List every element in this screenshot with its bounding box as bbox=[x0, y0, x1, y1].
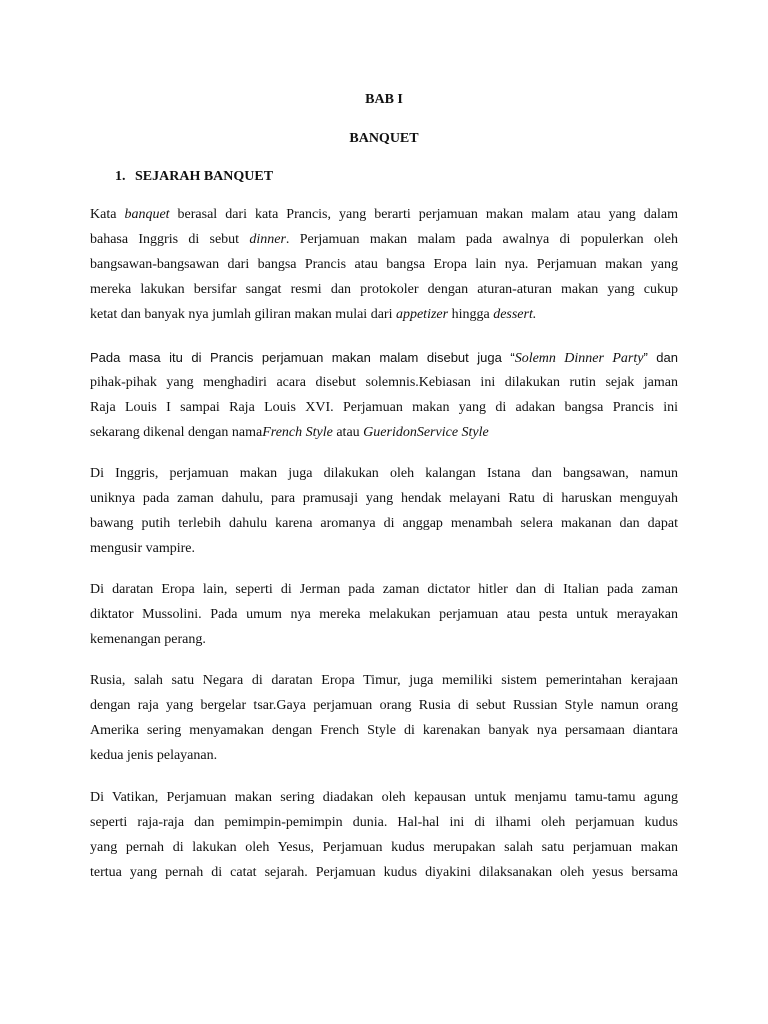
italic-term: GueridonService Style bbox=[363, 425, 489, 440]
italic-term: appetizer bbox=[395, 307, 449, 322]
paragraph-line: tertua yang pernah di catat sejarah. Perjamuan kudus diyakini dilaksanakan oleh yesus bersama bbox=[90, 865, 678, 880]
section-number: 1. bbox=[115, 169, 126, 184]
italic-term: French Style bbox=[262, 425, 333, 440]
paragraph-line: Raja Louis I sampai Raja Louis XVI. Perjamuan makan yang di adakan bangsa Prancis ini bbox=[90, 400, 678, 415]
italic-term: banquet bbox=[124, 207, 170, 222]
paragraph-line: Di Vatikan, Perjamuan makan sering diadakan oleh kepausan untuk menjamu tamu-tamu agung bbox=[90, 790, 678, 805]
paragraph-line: bangsawan-bangsawan dari bangsa Prancis atau bangsa Eropa lain nya. Perjamuan makan yang bbox=[90, 257, 678, 272]
italic-term: Solemn Dinner Party bbox=[514, 351, 644, 366]
paragraph-line: yang pernah di lakukan oleh Yesus, Perjamuan kudus merupakan salah satu perjamuan makan bbox=[90, 840, 678, 855]
paragraph-line: uniknya pada zaman dahulu, para pramusaji yang hendak melayani Ratu di haruskan menguyah bbox=[90, 491, 678, 506]
paragraph-line: bawang putih terlebih dahulu karena aromanya di anggap menambah selera makanan dan dapat bbox=[90, 516, 678, 531]
paragraph-line: pihak-pihak yang menghadiri acara disebut solemnis.Kebiasan ini dilakukan rutin sejak jaman bbox=[90, 375, 678, 390]
paragraph-line: Pada masa itu di Prancis perjamuan makan malam disebut juga “Solemn Dinner Party” dan bbox=[90, 350, 678, 366]
paragraph-line: ketat dan banyak nya jumlah giliran makan mulai dari appetizer hingga dessert. bbox=[90, 307, 537, 322]
chapter-heading: BAB I bbox=[365, 92, 403, 107]
paragraph-4 bbox=[90, 577, 678, 652]
italic-term: dessert. bbox=[493, 307, 537, 322]
italic-term: dinner bbox=[249, 232, 286, 247]
paragraph-line: dengan raja yang bergelar tsar.Gaya perjamuan orang Rusia di sebut Russian Style namun orang bbox=[90, 698, 678, 713]
paragraph-line: Di daratan Eropa lain, seperti di Jerman pada zaman dictator hitler dan di Italian pada zaman bbox=[90, 582, 678, 597]
paragraph-line: sekarang dikenal dengan namaFrench Style atau GueridonService Style bbox=[90, 425, 489, 440]
paragraph-1 bbox=[90, 202, 678, 327]
chapter-title: BANQUET bbox=[349, 131, 419, 146]
paragraph-line: kemenangan perang. bbox=[90, 632, 206, 647]
paragraph-3 bbox=[90, 461, 678, 561]
paragraph-line: bahasa Inggris di sebut dinner. Perjamuan makan malam pada awalnya di populerkan oleh bbox=[90, 232, 679, 247]
paragraph-2 bbox=[90, 345, 678, 445]
section-title: SEJARAH BANQUET bbox=[135, 169, 274, 184]
paragraph-line: Amerika sering menyamakan dengan French Style di karenakan banyak nya persamaan diantara bbox=[90, 723, 678, 738]
paragraph-line: Rusia, salah satu Negara di daratan Eropa Timur, juga memiliki sistem pemerintahan kerajaan bbox=[90, 673, 678, 688]
paragraph-line: Kata banquet berasal dari kata Prancis, yang berarti perjamuan makan malam atau yang dalam bbox=[90, 207, 678, 222]
paragraph-line: diktator Mussolini. Pada umum nya mereka melakukan perjamuan atau pesta untuk merayakan bbox=[90, 607, 678, 622]
paragraph-line: mereka lakukan bersifar sangat resmi dan protokoler dengan aturan-aturan makan yang cukup bbox=[90, 282, 678, 297]
paragraph-line: seperti raja-raja dan pemimpin-pemimpin dunia. Hal-hal ini di ilhami oleh perjamuan kudus bbox=[90, 815, 678, 830]
paragraph-line: Di Inggris, perjamuan makan juga dilakukan oleh kalangan Istana dan bangsawan, namun bbox=[90, 466, 678, 481]
paragraph-line: mengusir vampire. bbox=[90, 541, 195, 556]
section-heading bbox=[115, 168, 273, 186]
paragraph-line: kedua jenis pelayanan. bbox=[90, 748, 218, 763]
paragraph-6 bbox=[90, 785, 678, 885]
paragraph-5 bbox=[90, 668, 678, 768]
